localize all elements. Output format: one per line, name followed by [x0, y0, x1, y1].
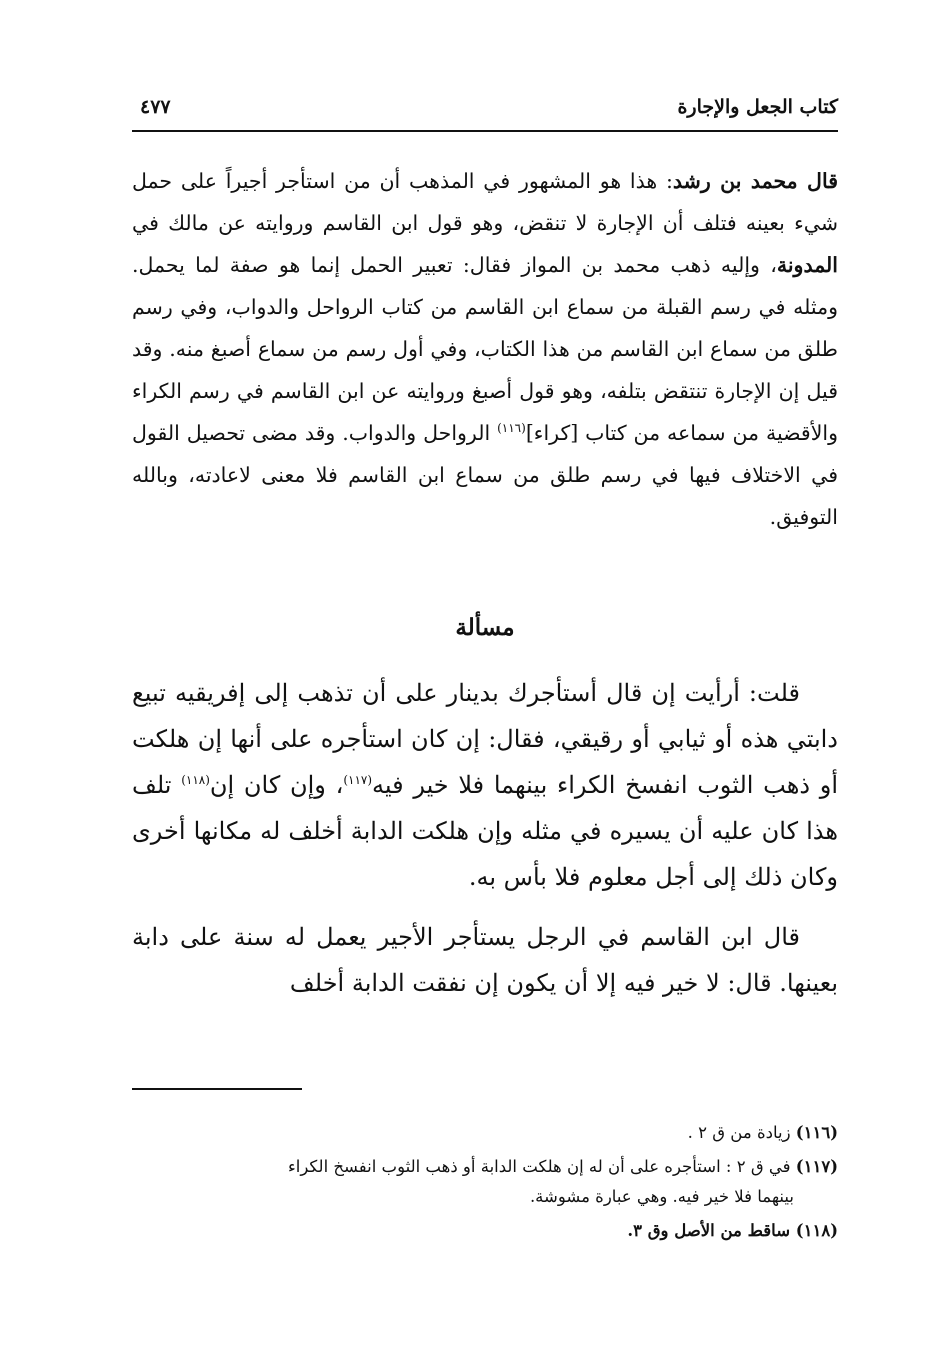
- question-text-2: ، وإن كان إن: [209, 771, 344, 799]
- footnote-117: [132, 1152, 838, 1212]
- book-page: [132, 0, 838, 1364]
- commentary-speaker: قال محمد بن رشد: [672, 169, 839, 193]
- chapter-title: كتاب الجعل والإجارة: [677, 96, 838, 118]
- footnote-ref-118: (١١٨): [181, 773, 210, 787]
- footnote-ref-116: (١١٦): [497, 421, 526, 436]
- footnote-ref-117: (١١٧): [343, 773, 373, 787]
- footnote-text: ساقط من الأصل وق ٣.: [627, 1221, 796, 1240]
- footnote-text: زيادة من ق ٢ .: [687, 1123, 796, 1142]
- footnote-number: (١١٦): [795, 1123, 838, 1142]
- page-number: ٤٧٧: [140, 96, 171, 118]
- footnote-number: (١١٧): [795, 1157, 838, 1176]
- header-rule: [132, 130, 838, 132]
- question-paragraph: [132, 670, 838, 900]
- footnote-118: [132, 1216, 838, 1246]
- footnote-continuation: بينهما فلا خير فيه. وهي عبارة مشوشة.: [529, 1187, 794, 1206]
- footnote-text: في ق ٢ : استأجره على أن له إن هلكت الدابة أو ذهب الثوب انفسخ الكراء: [287, 1157, 796, 1176]
- commentary-text-3: الرواحل والدواب. وقد مضى تحصيل القول في الاختلاف فيها في رسم طلق من سماع ابن القاسم فلا معنى لاعادته، وبالله التوفيق.: [132, 421, 838, 529]
- running-header: [132, 96, 838, 126]
- footnote-rule: [132, 1088, 302, 1090]
- question-text-1: قلت: أرأيت إن قال أستأجرك بدينار على أن تذهب إلى إفريقيه تبيع دابتي هذه أو ثيابي أو رقيقي، فقال: إن كان استأجره على أنها إن هلكت أو ذهب الثوب انفسخ الكراء بينهما فلا خير فيه: [132, 679, 838, 799]
- question-text-3: تلف هذا كان عليه أن يسيره في مثله وإن هلكت الدابة أخلف له مكانها أخرى وكان ذلك إلى أجل معلوم فلا بأس به.: [132, 771, 838, 891]
- mudawwana-title: المدونة: [776, 253, 838, 277]
- footnote-116: [132, 1118, 838, 1148]
- question-answer-block: [132, 670, 838, 1006]
- footnote-number: (١١٨): [795, 1221, 838, 1240]
- section-heading: مسألة: [455, 614, 515, 641]
- commentary-paragraph: [132, 160, 838, 538]
- commentary-text-2: ، وإليه ذهب محمد بن المواز فقال: تعبير الحمل إنما هو صفة لما يحمل. ومثله في رسم القبلة من سماع ابن القاسم من كتاب الرواحل والدواب، وفي رسم طلق من سماع ابن القاسم من هذا الكتاب، وفي أول رسم من سماع أصبغ منه. وقد قيل إن الإجارة تنتقض بتلفه، وهو قول أصبغ وروايته عن ابن القاسم في رسم الكراء والأقضية من سماعه من كتاب [كراء]: [132, 253, 838, 445]
- commentary-text-1: : هذا هو المشهور في المذهب أن من استأجر أجيراً على حمل شيء بعينه فتلف أن الإجارة لا تنقض، وهو قول ابن القاسم وروايته عن مالك في: [132, 169, 838, 235]
- footnotes: [132, 1118, 838, 1250]
- answer-paragraph: قال ابن القاسم في الرجل يستأجر الأجير يعمل له سنة على دابة بعينها. قال: لا خير فيه إلا أن يكون إن نفقت الدابة أخلف: [132, 923, 838, 997]
